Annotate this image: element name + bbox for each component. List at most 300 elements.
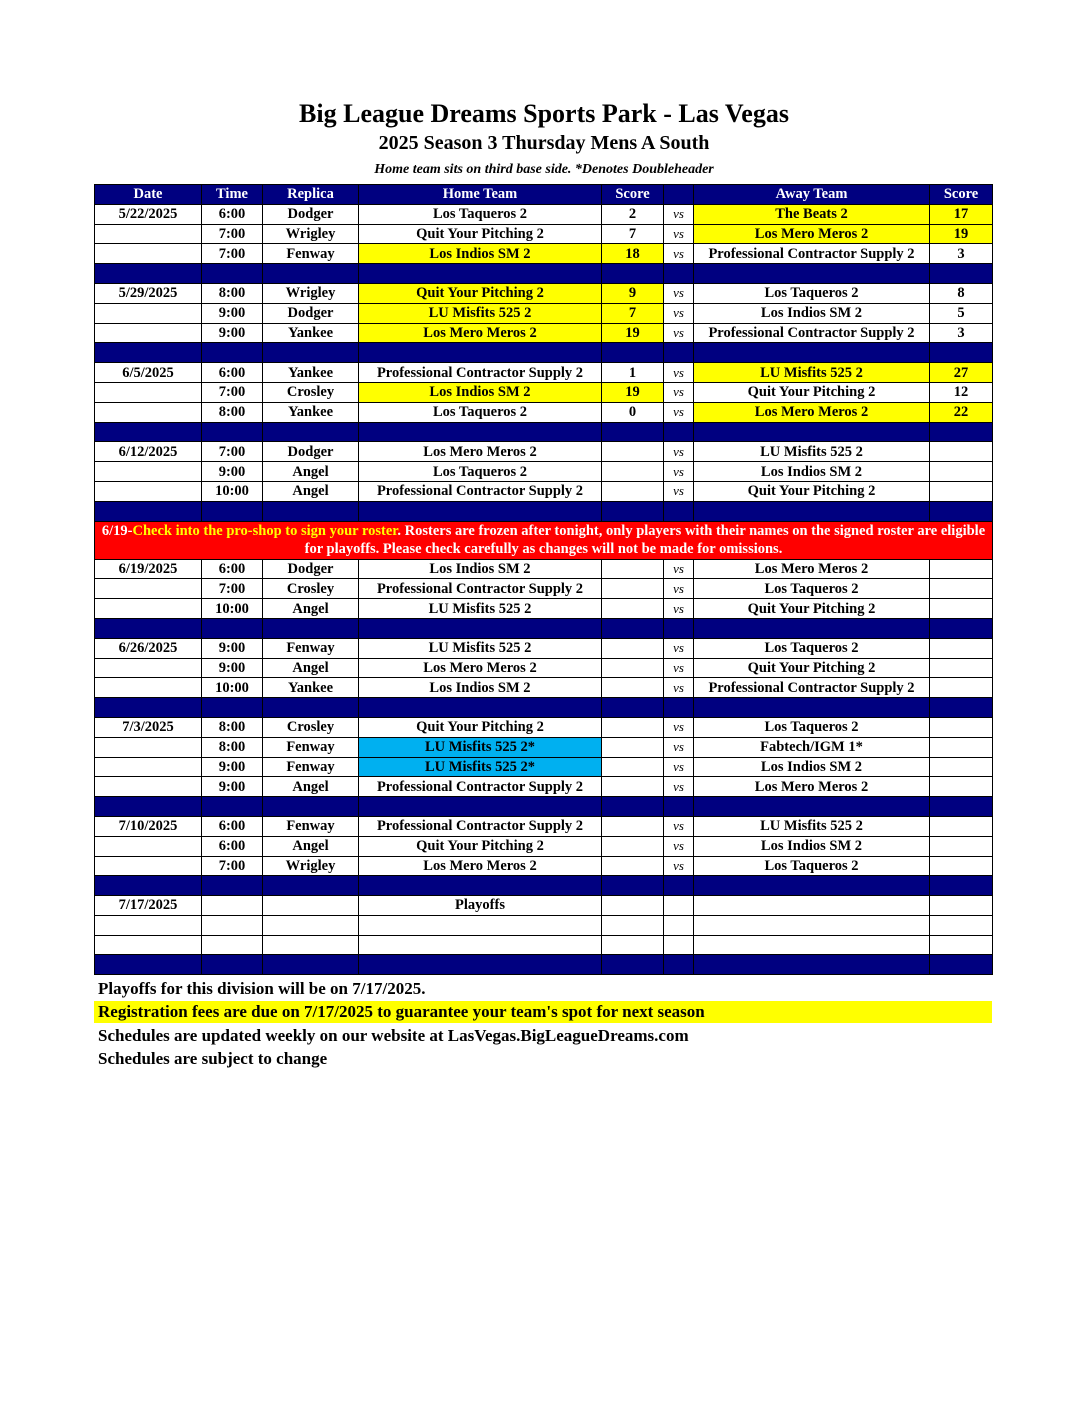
time-cell — [202, 896, 263, 916]
col-replica: Replica — [263, 185, 359, 205]
separator-cell — [263, 422, 359, 442]
time-cell: 10:00 — [202, 481, 263, 501]
separator-cell — [95, 698, 202, 718]
vs-cell — [664, 915, 694, 935]
separator-cell — [664, 343, 694, 363]
separator-cell — [930, 955, 993, 975]
replica-cell: Yankee — [263, 323, 359, 343]
schedule-table — [94, 184, 993, 975]
time-cell: 6:00 — [202, 559, 263, 579]
separator-cell — [95, 501, 202, 521]
away-team-cell: Los Mero Meros 2 — [694, 224, 930, 244]
home-team-cell — [359, 935, 602, 955]
vs-cell: vs — [664, 816, 694, 836]
replica-cell — [263, 935, 359, 955]
separator-cell — [602, 797, 664, 817]
separator-cell — [930, 343, 993, 363]
separator-cell — [263, 264, 359, 284]
home-team-cell: Professional Contractor Supply 2 — [359, 363, 602, 383]
away-team-cell: LU Misfits 525 2 — [694, 442, 930, 462]
date-cell: 6/19/2025 — [95, 559, 202, 579]
home-team-cell: LU Misfits 525 2 — [359, 599, 602, 619]
vs-cell: vs — [664, 283, 694, 303]
game-row — [95, 204, 993, 224]
separator-cell — [602, 955, 664, 975]
separator-cell — [359, 422, 602, 442]
separator-cell — [602, 422, 664, 442]
away-score-cell: 3 — [930, 323, 993, 343]
away-team-cell: Professional Contractor Supply 2 — [694, 678, 930, 698]
time-cell: 7:00 — [202, 856, 263, 876]
separator-cell — [359, 618, 602, 638]
separator-cell — [602, 618, 664, 638]
separator-cell — [602, 501, 664, 521]
game-row — [95, 678, 993, 698]
time-cell: 6:00 — [202, 204, 263, 224]
separator-cell — [694, 618, 930, 638]
away-score-cell: 3 — [930, 244, 993, 264]
home-score-cell: 0 — [602, 402, 664, 422]
separator-cell — [694, 264, 930, 284]
home-team-cell: LU Misfits 525 2* — [359, 757, 602, 777]
time-cell: 6:00 — [202, 363, 263, 383]
home-team-cell: Professional Contractor Supply 2 — [359, 816, 602, 836]
home-team-cell: Playoffs — [359, 896, 602, 916]
separator-cell — [359, 343, 602, 363]
away-team-cell: Los Indios SM 2 — [694, 757, 930, 777]
replica-cell: Angel — [263, 658, 359, 678]
replica-cell: Crosley — [263, 382, 359, 402]
game-row — [95, 402, 993, 422]
home-score-cell — [602, 856, 664, 876]
replica-cell: Crosley — [263, 579, 359, 599]
replica-cell: Fenway — [263, 757, 359, 777]
home-score-cell — [602, 836, 664, 856]
replica-cell: Yankee — [263, 402, 359, 422]
away-team-cell: Fabtech/IGM 1* — [694, 737, 930, 757]
date-cell: 5/29/2025 — [95, 283, 202, 303]
time-cell: 9:00 — [202, 303, 263, 323]
away-team-cell: Los Indios SM 2 — [694, 836, 930, 856]
vs-cell: vs — [664, 678, 694, 698]
replica-cell: Fenway — [263, 816, 359, 836]
date-cell: 6/26/2025 — [95, 638, 202, 658]
away-score-cell — [930, 599, 993, 619]
game-row — [95, 559, 993, 579]
date-cell — [95, 244, 202, 264]
home-team-cell: Los Indios SM 2 — [359, 244, 602, 264]
game-row — [95, 579, 993, 599]
away-score-cell — [930, 737, 993, 757]
separator-cell — [263, 955, 359, 975]
away-score-cell — [930, 638, 993, 658]
separator-cell — [930, 618, 993, 638]
vs-cell: vs — [664, 442, 694, 462]
game-row — [95, 599, 993, 619]
separator-cell — [664, 698, 694, 718]
separator-cell — [95, 422, 202, 442]
game-row — [95, 442, 993, 462]
date-cell — [95, 481, 202, 501]
game-row — [95, 283, 993, 303]
away-score-cell — [930, 896, 993, 916]
vs-cell: vs — [664, 382, 694, 402]
separator-cell — [602, 264, 664, 284]
away-team-cell: The Beats 2 — [694, 204, 930, 224]
away-score-cell — [930, 442, 993, 462]
vs-cell: vs — [664, 856, 694, 876]
col-away-score: Score — [930, 185, 993, 205]
date-cell — [95, 323, 202, 343]
home-score-cell — [602, 579, 664, 599]
time-cell: 8:00 — [202, 717, 263, 737]
page-subtitle: 2025 Season 3 Thursday Mens A South — [378, 132, 710, 154]
time-cell: 10:00 — [202, 599, 263, 619]
home-score-cell — [602, 737, 664, 757]
footer-registration-note: Registration fees are due on 7/17/2025 to guarantee your team's spot for next season — [94, 1001, 992, 1023]
game-row — [95, 737, 993, 757]
away-team-cell: Los Indios SM 2 — [694, 303, 930, 323]
away-team-cell: Los Taqueros 2 — [694, 283, 930, 303]
home-team-cell: Los Mero Meros 2 — [359, 442, 602, 462]
replica-cell: Wrigley — [263, 224, 359, 244]
away-score-cell — [930, 816, 993, 836]
away-team-cell: Los Taqueros 2 — [694, 579, 930, 599]
date-cell: 7/10/2025 — [95, 816, 202, 836]
time-cell: 9:00 — [202, 638, 263, 658]
separator-cell — [263, 698, 359, 718]
home-team-cell: LU Misfits 525 2 — [359, 303, 602, 323]
away-team-cell — [694, 915, 930, 935]
home-score-cell — [602, 935, 664, 955]
home-score-cell — [602, 717, 664, 737]
date-cell — [95, 402, 202, 422]
separator-cell — [930, 422, 993, 442]
away-score-cell: 17 — [930, 204, 993, 224]
game-row — [95, 382, 993, 402]
separator-row — [95, 797, 993, 817]
home-team-cell: Professional Contractor Supply 2 — [359, 579, 602, 599]
separator-cell — [930, 797, 993, 817]
footer-change-note: Schedules are subject to change — [98, 1049, 328, 1068]
home-score-cell — [602, 599, 664, 619]
away-score-cell — [930, 579, 993, 599]
separator-cell — [359, 876, 602, 896]
separator-cell — [263, 343, 359, 363]
time-cell: 8:00 — [202, 283, 263, 303]
separator-row — [95, 501, 993, 521]
away-score-cell — [930, 658, 993, 678]
game-row — [95, 935, 993, 955]
time-cell: 7:00 — [202, 244, 263, 264]
separator-cell — [202, 698, 263, 718]
replica-cell: Fenway — [263, 737, 359, 757]
notice-prefix: 6/19- — [101, 523, 133, 540]
date-cell — [95, 599, 202, 619]
home-team-cell: Los Taqueros 2 — [359, 204, 602, 224]
time-cell: 6:00 — [202, 816, 263, 836]
col-home-team: Home Team — [359, 185, 602, 205]
separator-cell — [694, 797, 930, 817]
time-cell: 9:00 — [202, 777, 263, 797]
time-cell: 9:00 — [202, 658, 263, 678]
separator-cell — [359, 501, 602, 521]
separator-cell — [202, 264, 263, 284]
separator-cell — [694, 501, 930, 521]
notice-rest: . Rosters are frozen after tonight, only players with their names on the signed roster are eligible for playoffs. Please check carefully as changes will not be made for omissions. — [304, 523, 986, 558]
separator-cell — [202, 797, 263, 817]
home-team-cell: Los Mero Meros 2 — [359, 856, 602, 876]
time-cell: 7:00 — [202, 442, 263, 462]
away-team-cell: LU Misfits 525 2 — [694, 816, 930, 836]
separator-cell — [694, 876, 930, 896]
time-cell: 6:00 — [202, 836, 263, 856]
home-score-cell: 9 — [602, 283, 664, 303]
separator-cell — [664, 422, 694, 442]
game-row — [95, 481, 993, 501]
date-cell — [95, 935, 202, 955]
vs-cell: vs — [664, 737, 694, 757]
vs-cell: vs — [664, 579, 694, 599]
home-score-cell: 2 — [602, 204, 664, 224]
home-team-cell: Los Indios SM 2 — [359, 678, 602, 698]
game-row — [95, 757, 993, 777]
away-team-cell: Los Taqueros 2 — [694, 638, 930, 658]
replica-cell — [263, 896, 359, 916]
separator-cell — [664, 876, 694, 896]
separator-cell — [930, 264, 993, 284]
vs-cell: vs — [664, 204, 694, 224]
separator-cell — [930, 698, 993, 718]
footer-playoffs-note: Playoffs for this division will be on 7/17/2025. — [98, 979, 426, 998]
time-cell — [202, 935, 263, 955]
game-row — [95, 638, 993, 658]
replica-cell: Yankee — [263, 678, 359, 698]
vs-cell: vs — [664, 638, 694, 658]
date-cell — [95, 579, 202, 599]
game-row — [95, 777, 993, 797]
home-score-cell — [602, 896, 664, 916]
home-score-cell — [602, 658, 664, 678]
away-score-cell — [930, 915, 993, 935]
home-score-cell — [602, 915, 664, 935]
vs-cell — [664, 896, 694, 916]
away-team-cell: Los Mero Meros 2 — [694, 402, 930, 422]
game-row — [95, 717, 993, 737]
separator-cell — [930, 876, 993, 896]
page-note: Home team sits on third base side. *Denotes Doubleheader — [374, 162, 714, 177]
away-score-cell — [930, 462, 993, 482]
roster-notice-row — [95, 521, 993, 559]
away-team-cell: Quit Your Pitching 2 — [694, 481, 930, 501]
home-score-cell — [602, 442, 664, 462]
date-cell: 6/12/2025 — [95, 442, 202, 462]
time-cell: 7:00 — [202, 224, 263, 244]
away-team-cell: Quit Your Pitching 2 — [694, 382, 930, 402]
game-row — [95, 658, 993, 678]
home-score-cell: 19 — [602, 382, 664, 402]
notice-highlight: Check into the pro-shop to sign your roster — [132, 523, 398, 540]
separator-cell — [95, 264, 202, 284]
away-score-cell: 19 — [930, 224, 993, 244]
replica-cell: Angel — [263, 462, 359, 482]
separator-cell — [359, 264, 602, 284]
replica-cell — [263, 915, 359, 935]
replica-cell: Angel — [263, 481, 359, 501]
home-team-cell: Los Taqueros 2 — [359, 402, 602, 422]
separator-cell — [602, 698, 664, 718]
home-score-cell — [602, 816, 664, 836]
replica-cell: Fenway — [263, 638, 359, 658]
separator-cell — [664, 501, 694, 521]
time-cell: 8:00 — [202, 737, 263, 757]
time-cell: 9:00 — [202, 462, 263, 482]
separator-cell — [359, 797, 602, 817]
replica-cell: Wrigley — [263, 283, 359, 303]
vs-cell: vs — [664, 757, 694, 777]
separator-cell — [95, 618, 202, 638]
game-row — [95, 915, 993, 935]
separator-cell — [95, 343, 202, 363]
away-score-cell — [930, 717, 993, 737]
vs-cell: vs — [664, 658, 694, 678]
home-team-cell: Professional Contractor Supply 2 — [359, 481, 602, 501]
away-team-cell: Professional Contractor Supply 2 — [694, 244, 930, 264]
separator-cell — [202, 343, 263, 363]
away-team-cell: Los Taqueros 2 — [694, 717, 930, 737]
date-cell — [95, 737, 202, 757]
date-cell — [95, 678, 202, 698]
header-row — [95, 185, 993, 205]
game-row — [95, 836, 993, 856]
game-row — [95, 323, 993, 343]
separator-row — [95, 876, 993, 896]
replica-cell: Yankee — [263, 363, 359, 383]
home-score-cell — [602, 462, 664, 482]
away-team-cell: LU Misfits 525 2 — [694, 363, 930, 383]
home-score-cell: 18 — [602, 244, 664, 264]
date-cell — [95, 915, 202, 935]
away-team-cell: Los Mero Meros 2 — [694, 559, 930, 579]
home-team-cell: Los Mero Meros 2 — [359, 658, 602, 678]
separator-row — [95, 264, 993, 284]
time-cell: 7:00 — [202, 579, 263, 599]
separator-cell — [202, 876, 263, 896]
away-score-cell — [930, 481, 993, 501]
separator-row — [95, 343, 993, 363]
time-cell — [202, 915, 263, 935]
separator-row — [95, 955, 993, 975]
separator-cell — [95, 797, 202, 817]
separator-cell — [664, 797, 694, 817]
date-cell — [95, 462, 202, 482]
date-cell — [95, 856, 202, 876]
replica-cell: Dodger — [263, 303, 359, 323]
home-score-cell: 19 — [602, 323, 664, 343]
vs-cell: vs — [664, 462, 694, 482]
footer-website-note: Schedules are updated weekly on our website at LasVegas.BigLeagueDreams.com — [98, 1026, 689, 1045]
home-score-cell — [602, 559, 664, 579]
vs-cell: vs — [664, 224, 694, 244]
game-row — [95, 462, 993, 482]
away-score-cell — [930, 856, 993, 876]
away-score-cell — [930, 777, 993, 797]
home-team-cell — [359, 915, 602, 935]
col-date: Date — [95, 185, 202, 205]
separator-cell — [664, 955, 694, 975]
separator-cell — [263, 797, 359, 817]
game-row — [95, 816, 993, 836]
page-title: Big League Dreams Sports Park - Las Vegas — [299, 99, 789, 128]
time-cell: 10:00 — [202, 678, 263, 698]
separator-cell — [694, 698, 930, 718]
home-score-cell: 7 — [602, 303, 664, 323]
vs-cell: vs — [664, 717, 694, 737]
home-score-cell: 1 — [602, 363, 664, 383]
away-score-cell — [930, 678, 993, 698]
separator-row — [95, 422, 993, 442]
separator-cell — [602, 343, 664, 363]
home-team-cell: Professional Contractor Supply 2 — [359, 777, 602, 797]
home-team-cell: Quit Your Pitching 2 — [359, 717, 602, 737]
separator-cell — [95, 876, 202, 896]
vs-cell: vs — [664, 244, 694, 264]
replica-cell: Angel — [263, 777, 359, 797]
separator-cell — [664, 618, 694, 638]
home-team-cell: Quit Your Pitching 2 — [359, 224, 602, 244]
replica-cell: Dodger — [263, 204, 359, 224]
time-cell: 8:00 — [202, 402, 263, 422]
replica-cell: Dodger — [263, 559, 359, 579]
away-team-cell: Quit Your Pitching 2 — [694, 658, 930, 678]
time-cell: 9:00 — [202, 323, 263, 343]
home-score-cell — [602, 481, 664, 501]
away-score-cell — [930, 757, 993, 777]
vs-cell: vs — [664, 777, 694, 797]
away-score-cell: 27 — [930, 363, 993, 383]
game-row — [95, 244, 993, 264]
separator-row — [95, 698, 993, 718]
roster-notice — [95, 521, 993, 559]
separator-cell — [202, 422, 263, 442]
vs-cell: vs — [664, 481, 694, 501]
date-cell: 6/5/2025 — [95, 363, 202, 383]
game-row — [95, 363, 993, 383]
date-cell — [95, 303, 202, 323]
date-cell — [95, 757, 202, 777]
col-away-team: Away Team — [694, 185, 930, 205]
col-vs — [664, 185, 694, 205]
time-cell: 9:00 — [202, 757, 263, 777]
away-team-cell: Quit Your Pitching 2 — [694, 599, 930, 619]
separator-cell — [694, 955, 930, 975]
separator-cell — [202, 955, 263, 975]
vs-cell: vs — [664, 402, 694, 422]
vs-cell: vs — [664, 559, 694, 579]
replica-cell: Angel — [263, 599, 359, 619]
separator-cell — [359, 698, 602, 718]
home-team-cell: Los Taqueros 2 — [359, 462, 602, 482]
vs-cell: vs — [664, 323, 694, 343]
col-home-score: Score — [602, 185, 664, 205]
game-row — [95, 224, 993, 244]
separator-cell — [694, 343, 930, 363]
home-team-cell: LU Misfits 525 2 — [359, 638, 602, 658]
away-score-cell: 5 — [930, 303, 993, 323]
date-cell — [95, 836, 202, 856]
home-team-cell: LU Misfits 525 2* — [359, 737, 602, 757]
separator-cell — [664, 264, 694, 284]
